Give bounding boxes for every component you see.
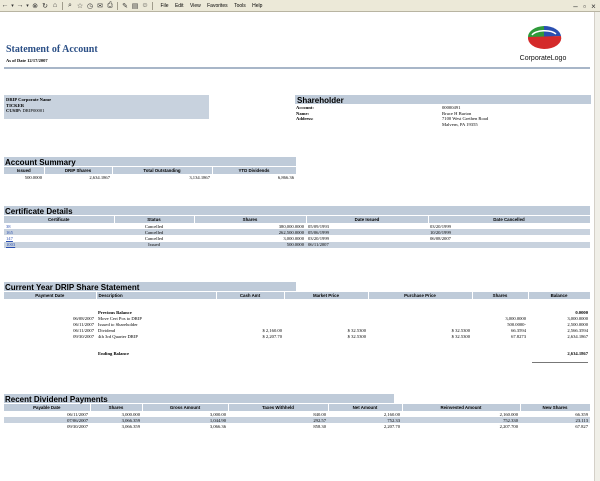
ending-balance-label: Ending Balance xyxy=(98,350,130,356)
address-line1: 7100 West Grethen Road xyxy=(442,116,489,121)
certificate-link[interactable]: 1003 xyxy=(6,242,16,248)
date-cancelled-cell: 06/08/2007 xyxy=(428,235,590,241)
reinvested-amount-cell: 2,207.700 xyxy=(402,423,520,429)
column-header: New Shares xyxy=(520,404,590,411)
address-line2: Malvern, PA 19355 xyxy=(442,121,478,127)
taxes-withheld-cell: 858.30 xyxy=(228,423,328,429)
company-name: DRIP Corporate Name xyxy=(6,97,52,102)
mail-icon[interactable]: ✉ xyxy=(97,2,103,10)
as-of-date: As of Date 12/17/2007 xyxy=(6,58,48,63)
shares-cell: 67.8273 xyxy=(511,334,526,340)
column-header: Taxes Withheld xyxy=(228,404,328,411)
column-header: Status xyxy=(114,216,194,223)
refresh-icon[interactable]: ↻ xyxy=(42,2,48,10)
certificate-details-title: Certificate Details xyxy=(5,206,73,216)
chevron-down-icon[interactable]: ▾ xyxy=(26,2,29,9)
status-cell: Cancelled xyxy=(114,229,194,235)
column-header: Market Price xyxy=(284,292,368,299)
new-shares-cell: 67.827 xyxy=(520,423,590,429)
balance-cell: 2,500.0000 xyxy=(567,321,588,327)
column-header: Payment Date xyxy=(4,292,96,299)
shares-cell: 66.3594 xyxy=(511,328,526,334)
print-icon[interactable]: ⎙ xyxy=(107,1,113,9)
payable-date-cell: 06/11/2007 xyxy=(4,411,90,417)
name-value: Bruce H Burton xyxy=(442,110,472,116)
shares-cell: 3,066.359 xyxy=(90,423,142,429)
column-header: Balance xyxy=(528,292,590,299)
drip-statement-title: Current Year DRIP Share Statement xyxy=(5,282,140,292)
column-header: Description xyxy=(96,292,216,299)
window-controls xyxy=(571,0,598,12)
menu-help[interactable]: Help xyxy=(252,2,263,9)
menu-bar xyxy=(158,3,265,9)
date-cancelled-cell: 03/20/1999 xyxy=(428,223,590,229)
taxes-withheld-cell: 840.00 xyxy=(228,411,328,417)
issued-value: 500.0000 xyxy=(24,174,42,180)
search-icon[interactable]: ⌕ xyxy=(68,1,72,9)
shares-cell: 380,000.0000 xyxy=(194,223,306,229)
logo-text: CorporateLogo xyxy=(519,55,567,62)
menu-favorites[interactable]: Favorites xyxy=(207,2,228,9)
column-header: DRIP Shares xyxy=(44,167,112,174)
column-header: Payable Date xyxy=(4,404,90,411)
ending-balance-value: 2,634.1867 xyxy=(567,350,588,356)
column-header: Date Issued xyxy=(306,216,428,223)
payment-date-cell: 06/11/2007 xyxy=(73,321,94,327)
column-header: Purchase Price xyxy=(368,292,472,299)
description-cell: Issued to Shareholder xyxy=(98,321,138,327)
ytd-dividends-value: 6,866.36 xyxy=(277,174,294,180)
spacer-row xyxy=(4,299,590,309)
cash-amt-cell: $ 2,160.00 xyxy=(262,328,282,334)
certificate-details-header-bar xyxy=(4,206,590,215)
toolbar-divider xyxy=(152,2,153,10)
new-shares-cell: 66.359 xyxy=(520,411,590,417)
market-price-cell: $ 32.5300 xyxy=(347,328,366,334)
table-header-row xyxy=(4,167,296,174)
certificate-details-table xyxy=(4,216,591,248)
drip-statement-table xyxy=(4,292,591,356)
drip-shares-value: 2,634.1867 xyxy=(89,174,110,180)
new-shares-cell: 23.113 xyxy=(520,417,590,423)
net-amount-cell: 752.33 xyxy=(328,417,402,423)
balance-cell: 2,634.1867 xyxy=(567,334,588,340)
history-icon[interactable]: ◷ xyxy=(86,2,94,10)
toolbar-divider xyxy=(62,2,63,10)
gross-amount-cell: 3,066.36 xyxy=(142,423,228,429)
shares-cell: 500.0000 xyxy=(194,242,306,248)
name-label: Name: xyxy=(296,110,310,116)
toolbar-divider xyxy=(117,2,118,10)
home-icon[interactable]: ⌂ xyxy=(52,2,58,9)
date-cancelled-cell xyxy=(428,242,590,248)
net-amount-cell: 2,160.00 xyxy=(328,411,402,417)
menu-view[interactable]: View xyxy=(189,2,201,9)
cusip-value: DRIP00001 xyxy=(22,108,45,113)
total-outstanding-value: 3,134.1867 xyxy=(189,174,210,180)
favorites-icon[interactable]: ☆ xyxy=(76,2,84,10)
description-cell: Dividend xyxy=(98,328,116,334)
payment-date-cell: 09/30/2007 xyxy=(73,334,94,340)
menu-edit[interactable]: Edit xyxy=(174,2,184,9)
status-cell: Cancelled xyxy=(114,235,194,241)
company-info-box xyxy=(4,95,209,119)
shareholder-labels xyxy=(296,105,314,122)
payable-date-cell: 09/30/2007 xyxy=(4,423,90,429)
column-header: Shares xyxy=(194,216,306,223)
taxes-withheld-cell: 292.57 xyxy=(228,417,328,423)
recent-dividends-table xyxy=(4,404,591,430)
payment-date-cell: 06/08/2007 xyxy=(73,315,94,321)
table-header-row xyxy=(4,216,590,223)
date-issued-cell: 03/20/1999 xyxy=(306,235,428,241)
purchase-price-cell: $ 32.5300 xyxy=(451,334,470,340)
cusip-label: CUSIP: xyxy=(6,108,22,113)
gross-amount-cell: 3,000.00 xyxy=(142,411,228,417)
back-icon[interactable]: ← xyxy=(1,2,9,9)
column-header: Issued xyxy=(4,167,44,174)
shares-cell: 3,000.0000 xyxy=(194,235,306,241)
column-header: Net Amount xyxy=(328,404,402,411)
cash-amt-cell: $ 2,207.70 xyxy=(262,334,282,340)
payment-date-cell: 06/11/2007 xyxy=(73,328,94,334)
shareholder-title: Shareholder xyxy=(297,95,344,105)
date-cancelled-cell: 10/20/1999 xyxy=(428,229,590,235)
description-cell: 4th 3rd Quarter DRIP xyxy=(98,334,138,340)
discuss-icon[interactable]: ▤ xyxy=(131,2,139,10)
account-summary-table xyxy=(4,167,297,180)
table-row xyxy=(4,174,296,180)
column-header: Shares xyxy=(472,292,528,299)
edit-icon[interactable]: ✎ xyxy=(122,2,128,10)
table-row xyxy=(4,242,590,248)
address-label: Address: xyxy=(296,116,314,121)
purchase-price-cell: $ 32.5300 xyxy=(451,328,470,334)
status-cell: Issued xyxy=(114,242,194,248)
column-header: Date Cancelled xyxy=(428,216,590,223)
recent-dividends-title: Recent Dividend Payments xyxy=(5,394,108,404)
vertical-scrollbar[interactable] xyxy=(594,12,600,481)
ticker-label: TICKER xyxy=(6,102,25,108)
table-row xyxy=(4,423,590,429)
balance-cell: 2,566.3594 xyxy=(567,328,588,334)
close-icon[interactable]: × xyxy=(591,1,596,11)
certificate-link[interactable]: 38 xyxy=(6,223,11,229)
date-issued-cell: 05/06/1999 xyxy=(306,229,428,235)
previous-balance-value: 0.0000 xyxy=(575,309,588,315)
table-header-row xyxy=(4,292,590,299)
column-header: Shares xyxy=(90,404,142,411)
menu-tools[interactable]: Tools xyxy=(234,2,246,9)
payable-date-cell: 07/06/2007 xyxy=(4,417,90,423)
shares-cell: 262,500.0000 xyxy=(194,229,306,235)
column-header: Certificate xyxy=(4,216,114,223)
stop-icon[interactable]: ⊗ xyxy=(32,2,38,10)
description-cell: Move Cert Pos to DRIP xyxy=(98,315,142,321)
shares-cell: 3,000.000 xyxy=(90,411,142,417)
account-value: 00000491 xyxy=(442,105,461,110)
header-divider xyxy=(4,67,590,69)
browser-toolbar xyxy=(0,0,600,12)
spacer-row xyxy=(4,340,590,350)
date-issued-cell: 05/09/1993 xyxy=(306,223,428,229)
minimize-icon[interactable]: – xyxy=(573,1,578,11)
certificate-link[interactable]: 147 xyxy=(6,235,13,241)
certificate-link[interactable]: 165 xyxy=(6,229,13,235)
shares-cell: 3,066.359 xyxy=(90,417,142,423)
column-header: Cash Amt xyxy=(216,292,284,299)
reinvested-amount-cell: 2,160.000 xyxy=(402,411,520,417)
account-summary-title: Account Summary xyxy=(5,157,76,167)
chevron-down-icon[interactable]: ▾ xyxy=(11,2,14,9)
maximize-icon[interactable]: ▫ xyxy=(583,1,586,11)
net-amount-cell: 2,207.70 xyxy=(328,423,402,429)
menu-file[interactable]: File xyxy=(160,2,169,9)
forward-icon[interactable]: → xyxy=(16,2,24,9)
shareholder-values xyxy=(442,105,488,127)
shares-cell: 500.0000- xyxy=(507,321,526,327)
shares-cell: 3,000.0000 xyxy=(505,315,526,321)
date-issued-cell: 06/11/2007 xyxy=(306,242,428,248)
messenger-icon[interactable]: ☺ xyxy=(141,2,149,9)
column-header: YTD Dividends xyxy=(212,167,296,174)
page-title: Statement of Account xyxy=(6,44,98,55)
balance-cell: 3,000.0000 xyxy=(567,315,588,321)
previous-balance-label: Previous Balance xyxy=(98,309,132,315)
reinvested-amount-cell: 752.330 xyxy=(402,417,520,423)
market-price-cell: $ 32.5300 xyxy=(347,334,366,340)
account-label: Account: xyxy=(296,105,314,110)
column-header: Reinvested Amount xyxy=(402,404,520,411)
column-header: Total Outstanding xyxy=(112,167,212,174)
column-header: Gross Amount xyxy=(142,404,228,411)
status-cell: Cancelled xyxy=(114,223,194,229)
table-header-row xyxy=(4,404,590,411)
gross-amount-cell: 1,044.90 xyxy=(142,417,228,423)
ending-balance-row xyxy=(4,350,590,356)
balance-divider xyxy=(532,362,588,363)
